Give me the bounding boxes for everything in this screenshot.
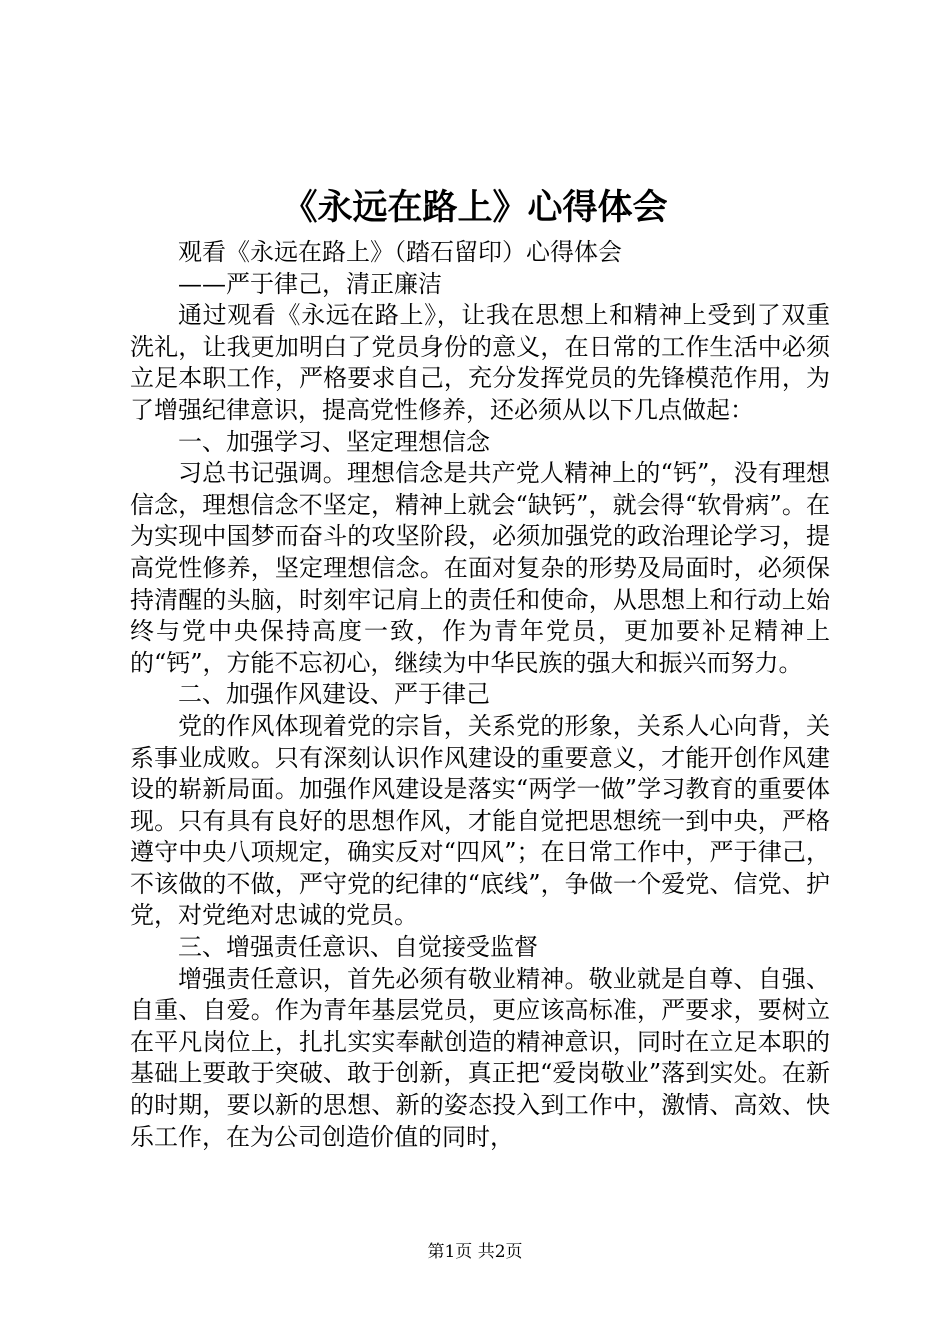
paragraph-section-3: 增强责任意识，首先必须有敬业精神。敬业就是自尊、自强、自重、自爱。作为青年基层党员，更应该高标准，严要求，要树立在平凡岗位上，扎扎实实奉献创造的精神意识，同时在立足本职的基础上要敢于突破、敢于创新，真正把“爱岗敬业”落到实处。在新的时期，要以新的思想、新的姿态投入到工作中，激情、高效、快乐工作，在为公司创造价值的同时， [130, 964, 830, 1151]
paragraph-subtitle: 观看《永远在路上》（踏石留印）心得体会 [178, 238, 622, 266]
paragraph-intro: 通过观看《永远在路上》，让我在思想上和精神上受到了双重洗礼，让我更加明白了党员身份的意义，在日常的工作生活中必须立足本职工作，严格要求自己，充分发挥党员的先锋模范作用，为了增强纪律意识，提高党性修养，还必须从以下几点做起： [130, 301, 830, 424]
page-footer: 第1页 共2页 [427, 1242, 523, 1262]
paragraph-section-1: 习总书记强调。理想信念是共产党人精神上的“钙”，没有理想信念，理想信念不坚定，精神上就会“缺钙”，就会得“软骨病”。在为实现中国梦而奋斗的攻坚阶段，必须加强党的政治理论学习，提高党性修养，坚定理想信念。在面对复杂的形势及局面时，必须保持清醒的头脑，时刻牢记肩上的责任和使命，从思想上和行动上始终与党中央保持高度一致，作为青年党员，更加要补足精神上的“钙”，方能不忘初心，继续为中华民族的强大和振兴而努力。 [130, 459, 830, 677]
section-heading-3: 三、增强责任意识、自觉接受监督 [178, 933, 538, 962]
document-body [130, 237, 830, 1153]
document-title: 《永远在路上》心得体会 [282, 187, 668, 228]
section-heading-1: 一、加强学习、坚定理想信念 [178, 427, 490, 456]
paragraph-subheading: ——严于律己，清正廉洁 [178, 269, 442, 298]
paragraph-section-2: 党的作风体现着党的宗旨，关系党的形象，关系人心向背，关系事业成败。只有深刻认识作风建设的重要意义，才能开创作风建设的崭新局面。加强作风建设是落实“两学一做”学习教育的重要体现。只有具有良好的思想作风，才能自觉把思想统一到中央，严格遵守中央八项规定，确实反对“四风”；在日常工作中，严于律己，不该做的不做，严守党的纪律的“底线”，争做一个爱党、信党、护党，对党绝对忠诚的党员。 [130, 711, 830, 930]
section-heading-2: 二、加强作风建设、严于律己 [178, 680, 490, 709]
